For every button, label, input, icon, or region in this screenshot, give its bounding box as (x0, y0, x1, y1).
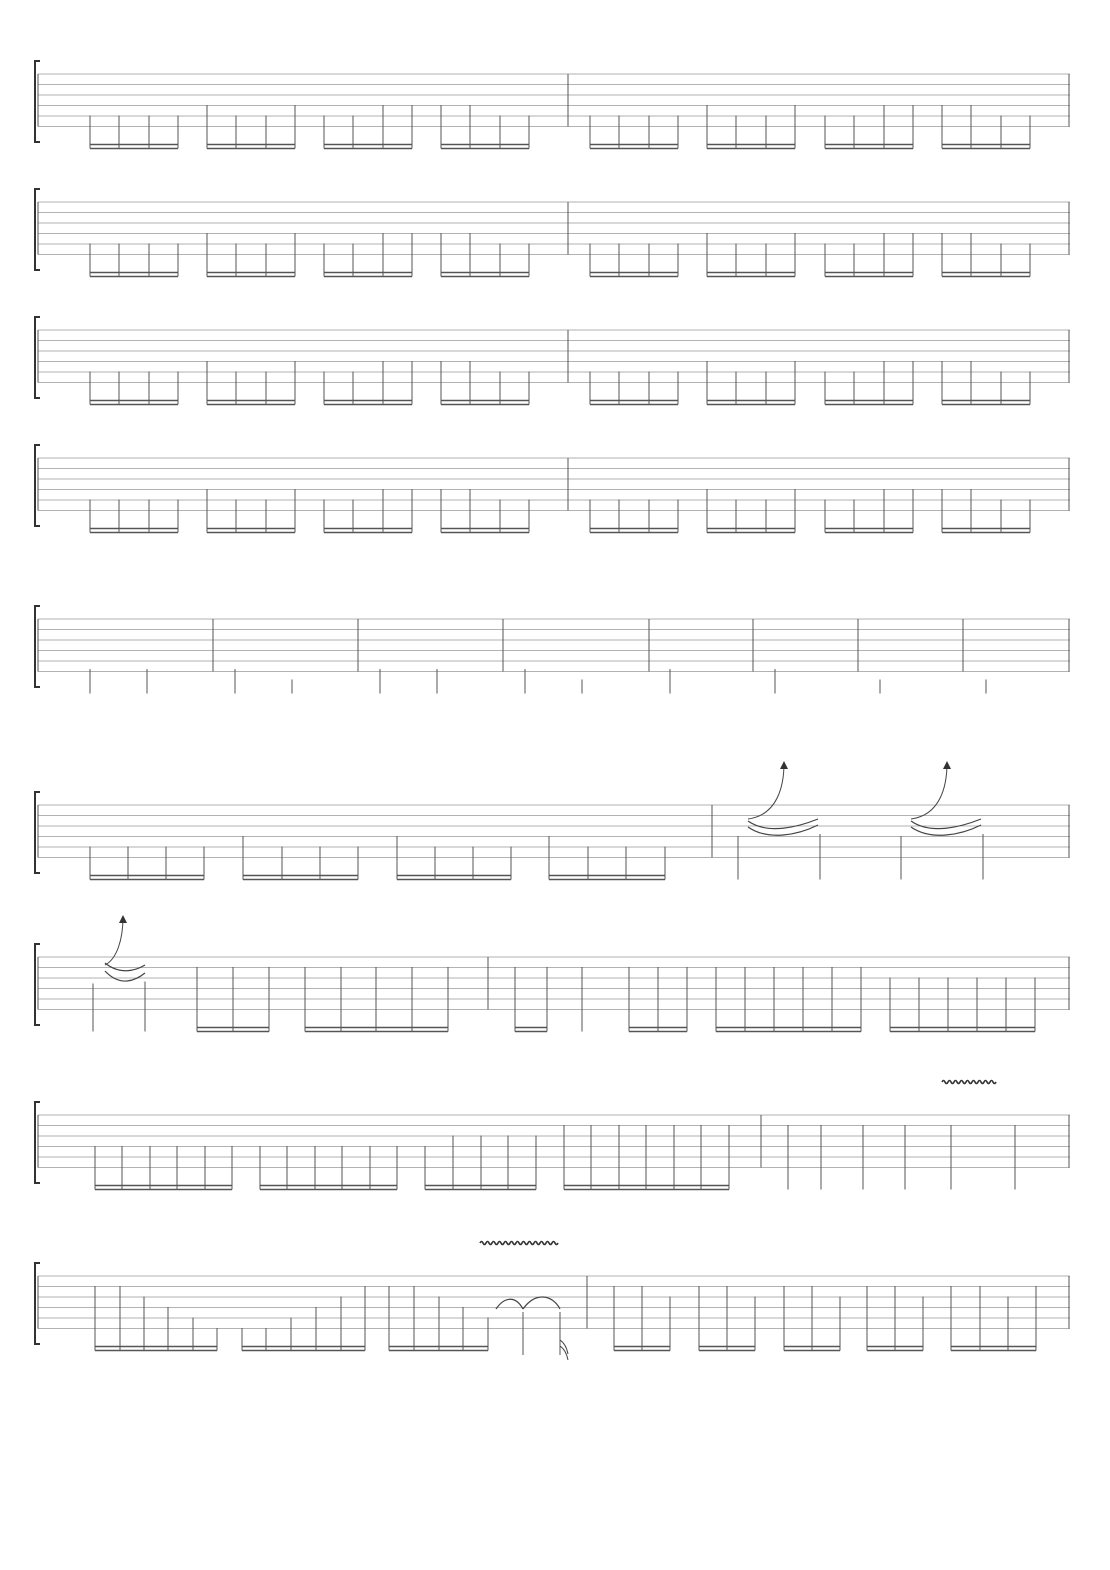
tie-arc (105, 963, 145, 971)
bend-curve (911, 763, 947, 819)
bend-arrowhead (780, 761, 788, 769)
tie-arc (748, 819, 818, 829)
vibrato-mark (942, 1081, 996, 1084)
bend-curve (748, 763, 784, 819)
bend-curve (105, 917, 123, 965)
bend-arrowhead (943, 761, 951, 769)
tie-arc (911, 819, 981, 829)
bend-arrowhead (119, 915, 127, 923)
tie-arc (105, 971, 145, 981)
vibrato-mark (480, 1242, 558, 1245)
